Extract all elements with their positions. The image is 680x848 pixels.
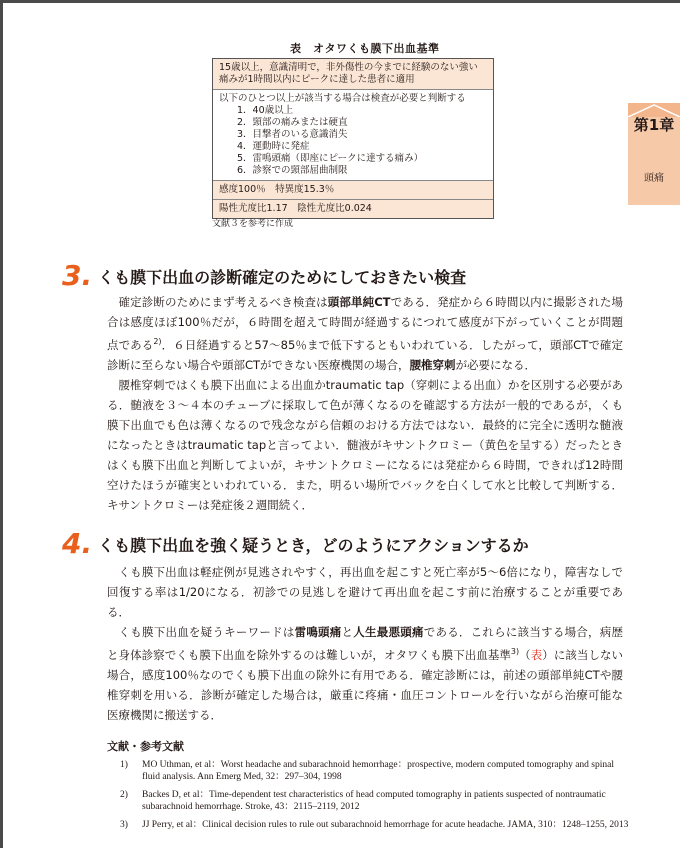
bold-term: 人生最悪頭痛 <box>353 625 424 639</box>
citation: 3) <box>510 647 520 656</box>
ottawa-sah-table <box>212 58 494 219</box>
text-run: 確定診断のためにまず考えるべき検査は <box>118 295 328 309</box>
reference-number: 3) <box>120 820 128 830</box>
table-source-note: 文献３を参考に作成 <box>212 219 294 229</box>
bold-term: 頭部単純CT <box>327 295 391 309</box>
criteria-item: 6．診察での頸部屈曲制限 <box>237 165 348 176</box>
section-number: 3. <box>62 259 93 292</box>
text-run: である．発症から６時間以内に撮影された場合は感度ほぼ100％だが，６時間を超えて時間が経過するにつれて感度が下がっていくことが問題点である <box>107 295 623 352</box>
section-4-body <box>107 562 623 725</box>
criteria-item: 2．頸部の痛みまたは硬直 <box>237 117 348 128</box>
text-run: が必要になる． <box>455 357 537 372</box>
section-4-heading <box>62 527 529 560</box>
paragraph <box>107 292 623 375</box>
text-run: ．６日経過すると57〜85％まで低下するともいわれている．したがって，頭部CTで確定診断に至らない場合や頭部CTができない医療機関の場合， <box>107 337 623 372</box>
page-top-rule <box>0 0 680 3</box>
table-likelihood-cell: 陽性尤度比1.17 陰性尤度比0.024 <box>213 200 493 218</box>
table-header-cell: 15歳以上，意識清明で，非外傷性の今までに経験のない強い痛みが1時間以内にピークに達した患者に適用 <box>213 59 493 90</box>
table-reference-link[interactable]: 表 <box>530 647 543 662</box>
section-3-body <box>107 292 623 515</box>
reference-text: MO Uthman, et al：Worst headache and subarachnoid hemorrhage：prospective, modern computed tomography and spinal fluid analysis. Ann Emerg Med, 32：297–304, 1998 <box>142 760 614 782</box>
criteria-item: 3．目撃者のいる意識消失 <box>237 129 348 140</box>
reference-text: JJ Perry, et al：Clinical decision rules to rule out subarachnoid hemorrhage for acute headache. JAMA, 310：1248–1255, 2013 <box>142 820 629 830</box>
criteria-item: 5．雷鳴頭痛（即座にピークに達する痛み） <box>237 153 424 164</box>
text-run: と <box>341 625 354 639</box>
paragraph: 腰椎穿刺ではくも膜下出血による出血かtraumatic tap（穿刺による出血）かを区別する必要がある．髄液を３〜４本のチューブに採取して色が薄くなるのを確認する方法が一般的であるが，くも膜下出血でも色は薄くなるので残念ながら信頼のおける方法ではない．最終的に完全に透明な髄液になったときはtraumatic tapと言ってよい．髄液がキサントクロミー（黄色を呈する）だったときはくも膜下出血と判断してよいが，キサントクロミーになるには発症から６時間，できれば12時間空けたほうが確実といわれている．また，明るい場所でバックを白くして水と比較して判断する．キサントクロミーは発症後２週間続く． <box>107 377 623 512</box>
criteria-item: 1．40歳以上 <box>237 105 294 116</box>
reference-item <box>120 819 630 831</box>
chapter-label: 第1章 <box>633 116 675 134</box>
paragraph: くも膜下出血は軽症例が見逃されやすく，再出血を起こすと死亡率が5〜6倍になり，障害なしで回復する率は1/20になる．初診での見逃しを避けて再出血を起こす前に治療することが重要である． <box>107 565 623 619</box>
text-run: ）に該当しない場合，感度100％なのでくも膜下出血の除外に有用である．確定診断には，前述の頭部単純CTや腰椎穿刺を用いる．診断が確定した場合は，厳重に疼痛・血圧コントロールを行いながら治療可能な医療機関に搬送する． <box>107 647 624 722</box>
citation: 2) <box>153 337 162 346</box>
bold-term: 腰椎穿刺 <box>409 357 456 372</box>
section-title: くも膜下出血を強く疑うとき，どのようにアクションするか <box>98 535 529 555</box>
table-sensitivity-cell: 感度100％ 特異度15.3％ <box>213 181 493 200</box>
text-run: くも膜下出血を疑うキーワードは <box>118 625 295 639</box>
table-criteria-cell <box>213 90 493 181</box>
tab-decoration-icon <box>628 103 680 117</box>
criteria-intro: 以下のひとつ以上が該当する場合は検査が必要と判断する <box>219 93 466 104</box>
reference-item <box>120 759 630 783</box>
paragraph <box>107 622 623 725</box>
bold-term: 雷鳴頭痛 <box>294 625 342 639</box>
chapter-subject: 頭痛 <box>644 173 664 184</box>
section-number: 4. <box>62 527 93 560</box>
reference-number: 2) <box>120 790 128 800</box>
table-caption: 表 オタワくも膜下出血基準 <box>290 42 440 55</box>
references-title: 文献・参考文献 <box>107 740 184 753</box>
reference-item <box>120 789 630 813</box>
section-3-heading <box>62 259 467 292</box>
reference-number: 1) <box>120 760 128 770</box>
text-run: である．これらに該当する場合，病歴と身体診察でくも膜下出血を除外するのは難しいが，オタワくも膜下出血基準 <box>107 625 624 662</box>
text-run: （ <box>519 647 531 662</box>
criteria-item: 4．運動時に発症 <box>237 141 310 152</box>
references-list <box>120 759 630 837</box>
reference-text: Backes D, et al：Time-dependent test characteristics of head computed tomography in patients suspected of nontraumatic subarachnoid hemorrhage. Stroke, 43：2115–2119, 2012 <box>142 790 606 812</box>
section-title: くも膜下出血の診断確定のためにしておきたい検査 <box>98 267 467 287</box>
page-left-rule <box>0 0 3 848</box>
chapter-tab <box>628 103 680 205</box>
